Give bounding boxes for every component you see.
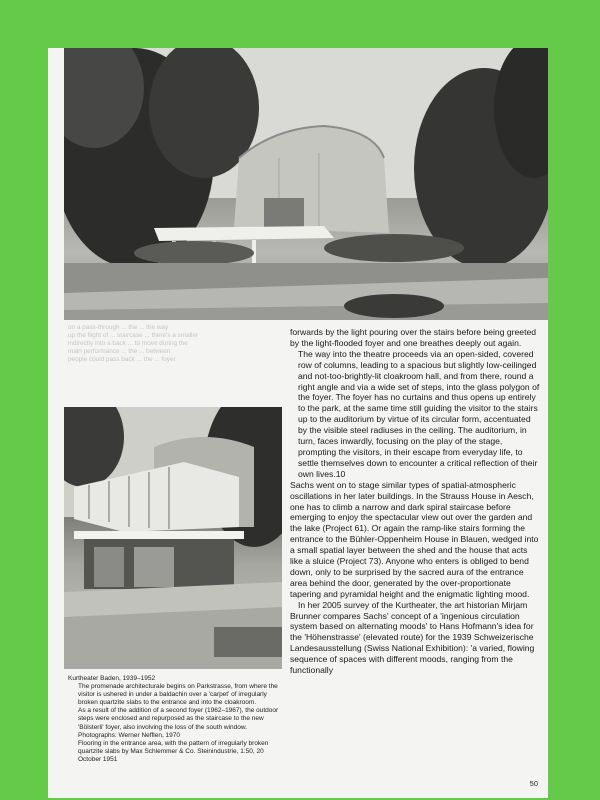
caption-line-3: Photographs: Werner Nefflen, 1970 — [78, 731, 181, 739]
caption-title: Kurtheater Baden, 1939–1952 — [68, 675, 156, 682]
show-through-text: on a pass-through ... the ... the way up the flight of ... staircase ... there's a smaller indirectly into a back ... to move during the main performance ... the ... between people could pass back ... the ... foyer — [68, 324, 199, 363]
paragraph-2: The way into the theatre proceeds via an open-sided, covered row of columns, leading to a spacious but slightly low-ceilinged and not-too-brightly-lit cloakroom hall, and from there, round a right angle and via a wide set of steps, into the glass polygon of the foyer. The foyer has no curtains and thus opens up entirely to the park, at the same time still guiding the visitor to the stairs up to the auditorium by virtue of its circular form, accentuated by the visible steel radiuses in the ceiling. The auditorium, in turn, faces inwardly, focusing on the play of the stage, prompting the visitors, in their escape from everyday life, to settle themselves down to encounter a critical reflection of their own lives.10 — [298, 348, 540, 479]
paragraph-1: forwards by the light pouring over the stairs before being greeted by the light-flooded foyer and one breathes deeply out again. — [290, 327, 537, 348]
caption-line-4: Flooring in the entrance area, with the pattern of irregularly broken quartzite slabs by Max Schlemmer & Co. Steinindustrie, 1:50, 20 October 1951 — [78, 739, 269, 763]
kurtheater-exterior-photo — [64, 48, 548, 320]
book-page — [48, 48, 548, 798]
kurtheater-foyer-photo — [64, 407, 282, 669]
caption-line-1: The promenade architecturale begins on Parkstrasse, from where the visitor is ushered in under a baldachin over a 'carpet' of irregularly broken quartzite slabs to the entrance and into the cloakroom. — [78, 683, 278, 707]
paragraph-4: In her 2005 survey of the Kurtheater, the art historian Mirjam Brunner compares Sachs' concept of a 'ingenious circulation system based on alternating moods' to Hans Hofmann's idea for the 'Höhenstrasse' (elevated route) for the 1939 Schweizerische Landesausstellung (Swiss National Exhibition): 'a varied, flowing sequence of spaces with different moods, ranging from the functionally — [290, 599, 535, 676]
caption-line-2: As a result of the addition of a second foyer (1962–1967), the outdoor steps were enclosed and repurposed as the staircase to the new 'Bölsterli' foyer, also involving the loss of the south window. — [78, 707, 279, 731]
body-text — [290, 327, 540, 676]
page-number: 50 — [529, 779, 538, 788]
photo-caption — [68, 675, 288, 764]
paragraph-3: Sachs went on to stage similar types of spatial-atmospheric oscillations in her later buildings. In the Strauss House in Aesch, one has to climb a narrow and dark spiral staircase before emerging to enjoy the spectacular view out over the garden and the lake (Project 61). Or again the ramp-like stairs forming the entrance to the Bühler-Oppenheim House in Blauen, wedged into a small spatial layer between the shed and the house that acts like a sluice (Project 73). Anyone who enters is obliged to bend down, only to be surprised by the sacred aura of the entrance area behind the door, generated by the over-proportionate tapering and pyramidal height and the enigmatic lighting mood. — [290, 479, 539, 599]
